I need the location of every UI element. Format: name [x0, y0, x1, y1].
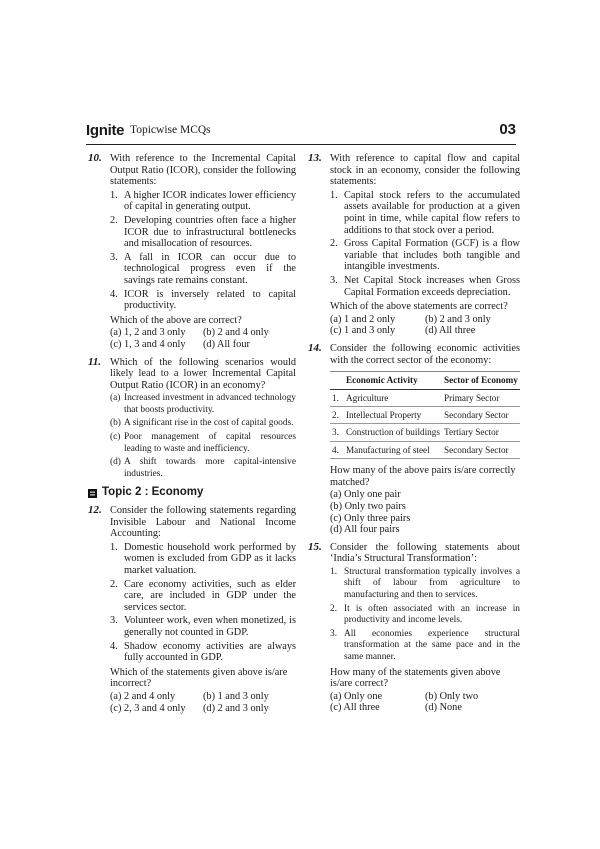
matching-table [330, 371, 520, 459]
question-number: 11. [88, 355, 102, 368]
statement-number: 3. [110, 251, 118, 263]
option-label: (b) [110, 418, 121, 429]
option-a: (a) 2 and 4 only [110, 690, 176, 702]
option-label: (c) [110, 432, 121, 443]
statement-text: All economies experience structural transformation at the same pace and in the same manner. [344, 628, 520, 663]
option-b [110, 418, 296, 430]
option-b: (b) Only two [425, 690, 479, 702]
statement-text: Structural transformation typically involves a shift of labour from agriculture to manufacturing and then to services. [344, 566, 520, 601]
statement [110, 190, 296, 213]
question-number: 10. [88, 152, 102, 164]
question-prompt: Which of the statements given above is/are incorrect? [110, 666, 288, 690]
row-number: 2. [330, 406, 344, 423]
statement [110, 615, 296, 638]
topic-title: Topic 2 : Economy [102, 486, 204, 499]
option-c [110, 432, 296, 455]
sector-cell: Secondary Sector [442, 406, 520, 423]
option-a: (a) 1 and 2 only [330, 313, 396, 325]
table-header-number [330, 372, 344, 389]
option-label: (d) [110, 457, 121, 468]
statement [330, 629, 520, 664]
row-number: 1. [330, 389, 344, 406]
table-row [330, 389, 520, 406]
table-header-row [330, 372, 520, 389]
statement [110, 215, 296, 250]
option-c: (c) Only three pairs [330, 512, 411, 524]
list-icon [88, 489, 97, 498]
statement-text: Net Capital Stock increases when Gross Capital Formation exceeds depreciation. [344, 274, 520, 298]
sector-cell: Secondary Sector [442, 441, 520, 458]
question-10 [88, 153, 296, 351]
option-b: (b) 2 and 4 only [203, 327, 269, 339]
question-stem: With reference to capital flow and capital stock in an economy, consider the following statements: [330, 153, 520, 188]
statement-text: Volunteer work, even when monetized, is generally not counted in GDP. [124, 615, 296, 638]
option-text: Increased investment in advanced technology that boosts productivity. [124, 393, 296, 415]
statement [110, 579, 296, 614]
statement-text: Capital stock refers to the accumulated assets available for production at a given point in time, while capital flow refers to additions to that stock over a period. [344, 189, 520, 236]
statement-text: ICOR is inversely related to capital productivity. [124, 288, 296, 312]
activity-cell: Agriculture [344, 389, 442, 406]
question-15 [308, 542, 520, 714]
page-number: 03 [499, 121, 516, 138]
option-d: (d) 2 and 3 only [203, 702, 269, 714]
question-stem: Consider the following statements regarding Invisible Labour and National Income Accounting: [110, 505, 296, 540]
question-prompt: How many of the statements given above is/are correct? [330, 666, 501, 690]
option-c: (c) 1 and 3 only [330, 325, 396, 337]
table-header-sector: Sector of Economy [442, 372, 520, 389]
question-prompt: How many of the above pairs is/are correctly matched? [330, 465, 516, 488]
answer-options [330, 691, 520, 714]
question-prompt: Which of the above are correct? [110, 314, 242, 326]
statement [110, 641, 296, 664]
table-header-activity: Economic Activity [344, 372, 442, 389]
answer-options [330, 314, 520, 337]
statement [330, 238, 520, 273]
statement-number: 1. [110, 189, 118, 201]
option-label: (a) [110, 393, 121, 404]
table-row [330, 441, 520, 458]
statement-number: 2. [110, 214, 118, 226]
question-11 [88, 357, 296, 481]
table-row [330, 424, 520, 441]
option-text: A significant rise in the cost of capital goods. [124, 418, 294, 429]
option-b: (b) Only two pairs [330, 500, 406, 512]
statement [330, 567, 520, 602]
option-b: (b) 1 and 3 only [203, 690, 269, 702]
option-a: (a) Only one [330, 690, 383, 702]
option-a: (a) Only one pair [330, 489, 401, 501]
statement-text: Care economy activities, such as elder care, are included in GDP under the services sector. [124, 578, 296, 613]
statement-number: 1. [330, 566, 338, 577]
header-rule [86, 144, 516, 145]
question-stem: Consider the following economic activities with the correct sector of the economy: [330, 342, 520, 366]
topic-heading [88, 487, 296, 499]
activity-cell: Manufacturing of steel [344, 441, 442, 458]
table-row [330, 406, 520, 423]
statement-number: 4. [110, 288, 118, 300]
statement-text: Developing countries often face a higher ICOR due to infrastructural bottlenecks and misallocation of resources. [124, 214, 296, 250]
question-stem: With reference to the Incremental Capital Output Ratio (ICOR), consider the following statements: [110, 153, 296, 188]
sector-cell: Tertiary Sector [442, 424, 520, 441]
statement [330, 604, 520, 627]
option-d: (d) All four pairs [330, 524, 400, 536]
option-text: A shift towards more capital-intensive industries. [124, 457, 296, 479]
brand-logo: Ignite [86, 122, 125, 139]
statement-number: 3. [330, 628, 338, 639]
statement-number: 2. [110, 578, 118, 590]
question-stem: Which of the following scenarios would likely lead to a lower Incremental Capital Output Ratio (ICOR) in an economy? [110, 356, 296, 391]
row-number: 3. [330, 424, 344, 441]
question-number: 12. [88, 504, 102, 517]
statement [110, 252, 296, 287]
option-c: (c) 1, 3 and 4 only [110, 338, 186, 350]
question-prompt: Which of the above statements are correct? [330, 301, 508, 313]
option-c: (c) 2, 3 and 4 only [110, 702, 186, 714]
answer-options [110, 327, 296, 350]
statement-text: Shadow economy activities are always fully accounted in GDP. [124, 640, 296, 664]
option-text: Poor management of capital resources leading to waste and inefficiency. [124, 432, 296, 454]
option-d: (d) All three [425, 325, 476, 337]
statement-number: 3. [110, 615, 118, 627]
statement-text: Gross Capital Formation (GCF) is a flow variable that includes both tangible and intangible investments. [344, 238, 520, 273]
question-number: 14. [308, 341, 322, 354]
answer-options [110, 691, 296, 714]
question-14 [308, 343, 520, 536]
page-header [86, 122, 516, 146]
statement-text: It is often associated with an increase in productivity and income levels. [344, 603, 520, 626]
question-number: 15. [308, 540, 322, 553]
statement-number: 1. [110, 541, 118, 553]
question-12 [88, 505, 296, 714]
left-column [88, 153, 296, 720]
statement-text: A higher ICOR indicates lower efficiency of capital in generating output. [124, 189, 296, 213]
option-d: (d) None [425, 702, 462, 714]
option-a [110, 393, 296, 416]
row-number: 4. [330, 441, 344, 458]
statement-number: 2. [330, 603, 338, 614]
answer-options [330, 489, 520, 535]
statement-number: 4. [110, 640, 118, 652]
question-13 [308, 153, 520, 337]
header-subtitle: Topicwise MCQs [130, 124, 211, 136]
option-a: (a) 1, 2 and 3 only [110, 327, 186, 339]
statement [110, 542, 296, 577]
statement [110, 289, 296, 312]
option-c: (c) All three [330, 702, 380, 714]
question-stem: Consider the following statements about ‘India’s Structural Transformation’: [330, 541, 520, 565]
statement-number: 2. [330, 238, 338, 250]
statement-text: A fall in ICOR can occur due to technological progress even if the savings rate remains constant. [124, 251, 296, 286]
option-d: (d) All four [203, 338, 250, 350]
option-b: (b) 2 and 3 only [425, 313, 491, 325]
statement-number: 3. [330, 274, 338, 286]
right-column [308, 153, 520, 720]
sector-cell: Primary Sector [442, 389, 520, 406]
question-number: 13. [308, 152, 322, 164]
activity-cell: Intellectual Property [344, 406, 442, 423]
statement [330, 275, 520, 298]
statement [330, 190, 520, 236]
activity-cell: Construction of buildings [344, 424, 442, 441]
option-d [110, 457, 296, 480]
statement-number: 1. [330, 189, 338, 201]
statement-text: Domestic household work performed by women is excluded from GDP as it lacks market valuation. [124, 541, 296, 576]
